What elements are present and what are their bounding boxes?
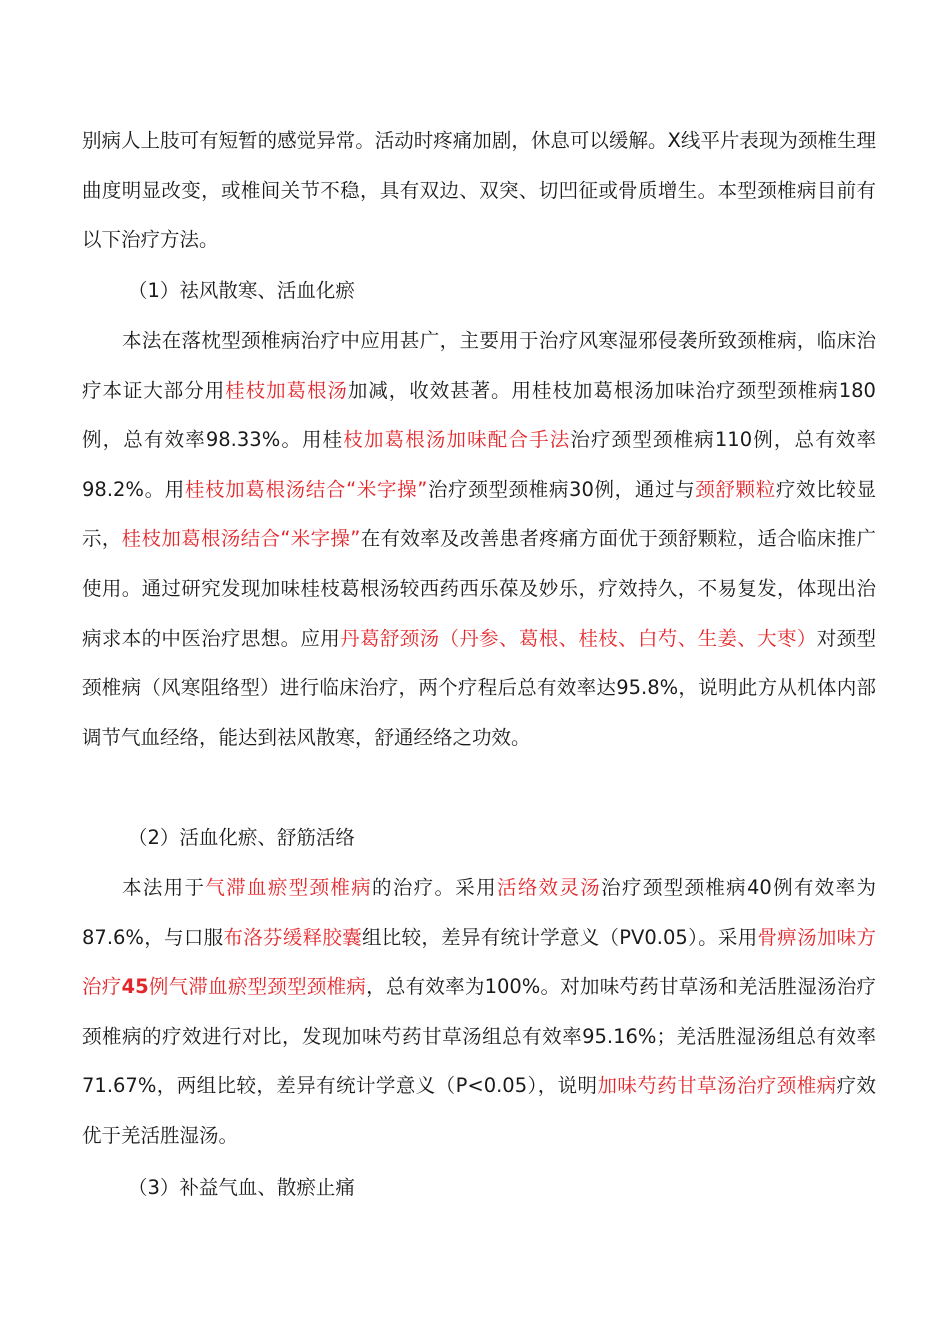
text-run: 的治疗。采用 [371, 876, 497, 899]
highlight-text: 桂枝加葛根汤结合“米字操” [121, 527, 361, 551]
highlight-text: 气滞血瘀型颈椎病 [205, 876, 372, 899]
text-run: 在有效率及改善患者疼痛方面优于颈舒颗粒，适合临床推广使用。通过研究发现加味桂枝葛根汤较西药西乐葆及妙乐，疗效持久，不易复发，体现出治病求本的中医治疗思想。应用 [82, 527, 876, 650]
highlight-text: 丹葛舒颈汤（丹参、葛根、桂枝、白芍、生姜、大枣） [340, 626, 817, 650]
highlight-text: 颈舒颗粒 [695, 477, 776, 501]
highlight-text: 加味芍药甘草汤治疗颈椎病 [597, 1074, 837, 1098]
paragraph-section-2 [82, 863, 876, 1161]
text-run: 别病人上肢可有短暂的感觉异常。活动时疼痛加剧，休息可以缓解。X线平片表现为颈椎生理曲度明显改变，或椎间关节不稳，具有双边、双突、切凹征或骨质增生。本型颈椎病目前有以下治疗方法。 [82, 129, 876, 252]
highlight-text: 桂枝加葛根汤 [225, 378, 348, 402]
paragraph-intro [82, 116, 876, 265]
section-heading-3: （3）补益气血、散瘀止痛 [128, 1176, 355, 1199]
highlight-text: 枝加葛根汤加味配合手法 [343, 428, 571, 452]
highlight-text: 骨痹汤加味方治疗 [82, 925, 876, 999]
text-run: 对颈型颈椎病（风寒阻络型）进行临床治疗，两个疗程后总有效率达95.8%，说明此方从机体内部调节气血经络，能达到祛风散寒，舒通经络之功效。 [82, 626, 876, 749]
paragraph-section-1 [82, 316, 876, 762]
text-run: ，总有效率为100%。对加味芍药甘草汤和羌活胜湿汤治疗颈椎病的疗效进行对比，发现加味芍药甘草汤组总有效率95.16%；羌活胜湿汤组总有效率71.67%，两组比较，差异有统计学意义（P<0.05），说明 [82, 975, 876, 1098]
text-run: 加减，收效甚著。用桂枝加葛根汤加味治疗颈型颈椎病180例，总有效率98.33%。用桂 [82, 378, 876, 452]
text-run: 组比较，差异有统计学意义（PV0.05）。采用 [361, 925, 758, 949]
text-run: 疗效比较显示， [82, 477, 876, 551]
highlight-text: 例气滞血瘀型颈型颈椎病 [148, 975, 367, 999]
text-run: 治疗颈型颈椎病30例，通过与 [427, 477, 696, 501]
text-run: 治疗颈型颈椎病40例有效率为87.6%，与口服 [82, 876, 876, 949]
highlight-text: 布洛芬缓释胶囊 [223, 925, 362, 949]
highlight-number: 45 [121, 975, 149, 999]
text-run: 治疗颈型颈椎病110例，总有效率98.2%。用 [82, 428, 876, 501]
section-heading-1: （1）祛风散寒、活血化瘀 [128, 279, 355, 302]
section-heading-2: （2）活血化瘀、舒筋活络 [128, 826, 355, 849]
text-run: 本法用于 [122, 876, 206, 899]
highlight-text: 活络效灵汤 [496, 876, 602, 899]
text-run: 疗效优于羌活胜湿汤。 [82, 1074, 876, 1147]
highlight-text: 桂枝加葛根汤结合“米字操” [184, 477, 428, 501]
text-run: 本法在落枕型颈椎病治疗中应用甚广，主要用于治疗风寒湿邪侵袭所致颈椎病，临床治疗本证大部分用 [82, 329, 876, 402]
